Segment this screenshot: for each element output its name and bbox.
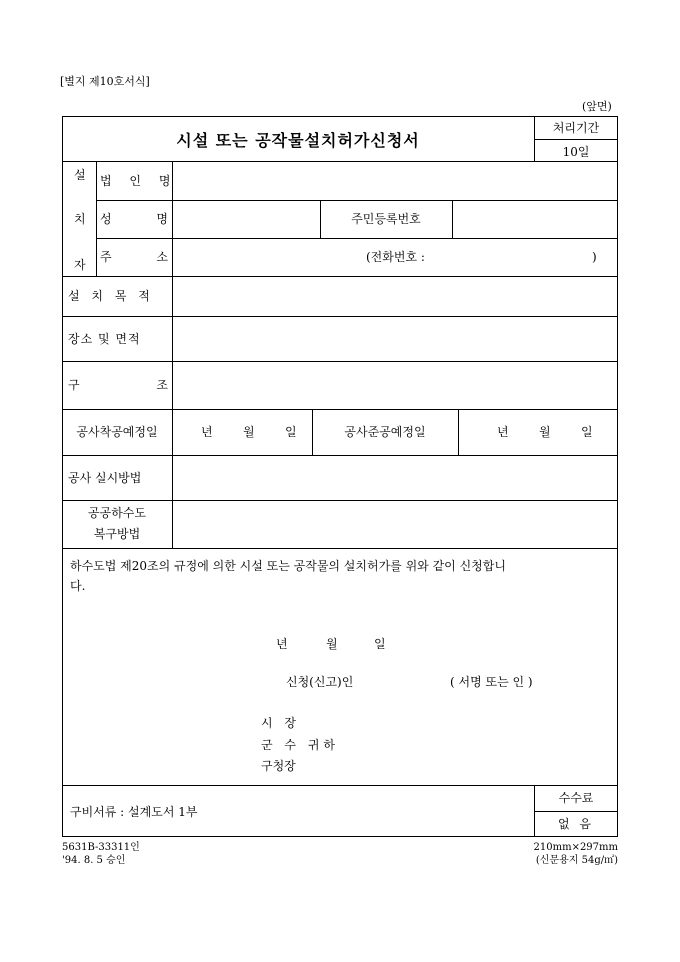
- footer-approval: '94. 8. 5 승인: [62, 855, 126, 866]
- processing-period-label: 처리기간: [552, 121, 600, 135]
- phone-suffix: ): [592, 250, 597, 264]
- restore-label-line2: 복구방법: [93, 527, 141, 541]
- end-day-unit: 일: [581, 425, 593, 439]
- place-area-label: 장소 및 면적: [68, 332, 141, 346]
- fee-value: 없 음: [558, 817, 594, 831]
- end-date-label: 공사준공예정일: [344, 425, 426, 439]
- form-title: 시설 또는 공작물설치허가신청서: [176, 131, 420, 150]
- recipient-mayor: 시 장: [261, 716, 300, 730]
- date-month-unit: 월: [326, 637, 338, 651]
- date-day-unit: 일: [374, 637, 386, 651]
- installer-char-2: 치: [74, 212, 86, 226]
- corp-name-label: 법 인 명: [100, 174, 175, 188]
- recipient-district: 구청장: [261, 759, 296, 773]
- footer-code: 5631B-33311인: [62, 842, 140, 853]
- form-number: [별지 제10호서식]: [60, 75, 150, 88]
- phone-prefix: (전화번호 :: [366, 250, 425, 264]
- footer-size: 210mm×297mm: [533, 842, 618, 853]
- method-label: 공사 실시방법: [68, 471, 142, 485]
- address-label: 주 소: [100, 250, 168, 264]
- start-month-unit: 월: [243, 425, 255, 439]
- statement-line-2: 다.: [70, 579, 86, 593]
- structure-label: 구 조: [68, 378, 168, 392]
- statement-line-1: 하수도법 제20조의 규정에 의한 시설 또는 공작물의 설치허가를 위와 같이 신청합니: [70, 559, 506, 573]
- fee-label: 수수료: [558, 791, 594, 805]
- installer-char-1: 설: [74, 168, 86, 182]
- start-year-unit: 년: [201, 425, 213, 439]
- signature-hint: ( 서명 또는 인 ): [450, 675, 533, 689]
- start-date-label: 공사착공예정일: [76, 425, 158, 439]
- required-documents: 구비서류 : 설계도서 1부: [70, 805, 198, 819]
- footer-paper: (신문용지 54g/㎡): [535, 855, 618, 866]
- end-year-unit: 년: [497, 425, 509, 439]
- start-day-unit: 일: [285, 425, 297, 439]
- restore-label-line1: 공공하수도: [88, 506, 146, 520]
- purpose-label: 설 치 목 적: [68, 289, 154, 303]
- rrn-label: 주민등록번호: [351, 212, 421, 226]
- installer-char-3: 자: [74, 258, 86, 272]
- end-month-unit: 월: [539, 425, 551, 439]
- applicant-label: 신청(신고)인: [286, 675, 354, 689]
- page-side-label: (앞면): [582, 100, 612, 113]
- processing-period-value: 10일: [562, 145, 590, 159]
- date-year-unit: 년: [276, 637, 288, 651]
- name-label: 성 명: [100, 212, 168, 226]
- recipient-county: 군 수 귀하: [261, 738, 339, 752]
